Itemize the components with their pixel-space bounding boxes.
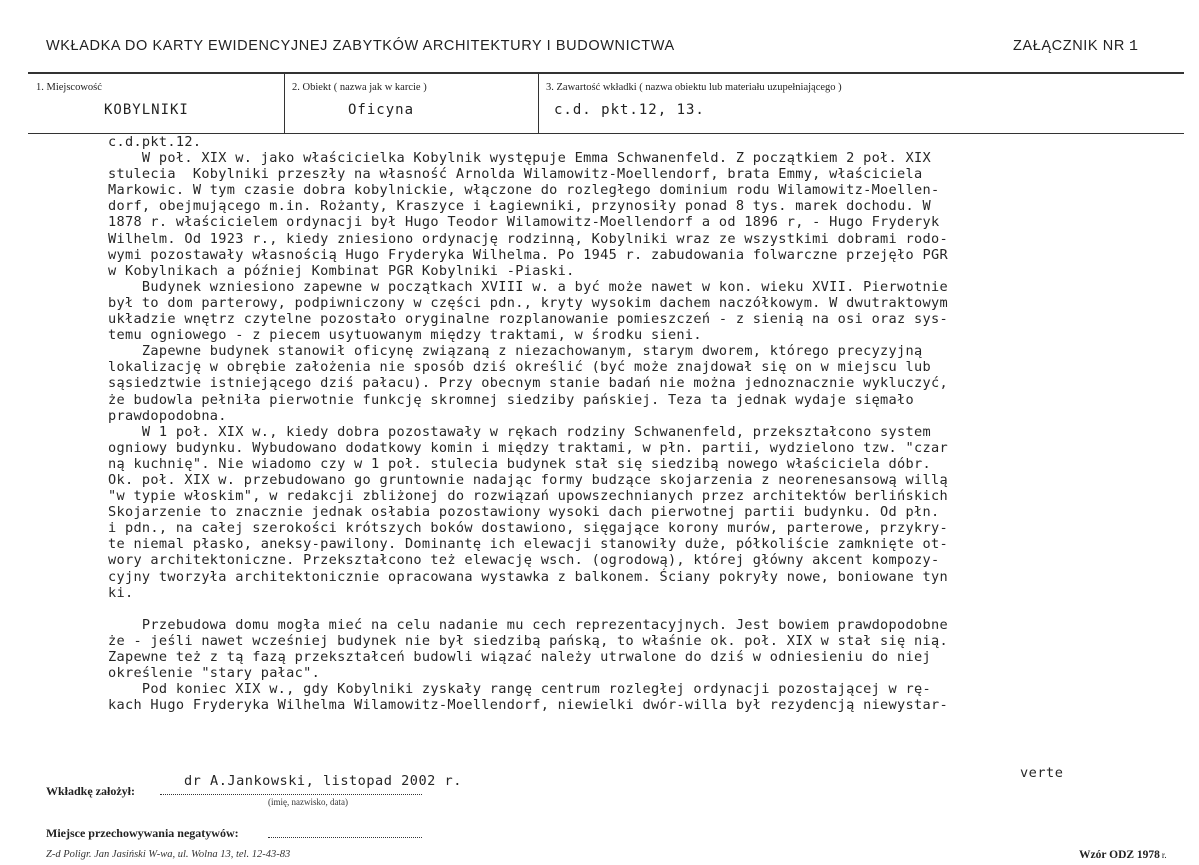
text-line: c.d.pkt.12. (108, 134, 202, 150)
attachment-number (1013, 38, 1139, 55)
negatives-label: Miejsce przechowywania negatywów: (46, 826, 239, 840)
field-locality (28, 72, 284, 134)
author-label: Wkładkę założył: (46, 784, 135, 798)
text-line: Zapewne budynek stanowił oficynę związaną z niezachowanym, starym dworem, którego precyzyjną (108, 343, 923, 360)
field-object-label: 2. Obiekt ( nazwa jak w karcie ) (292, 82, 427, 93)
text-line: że budowla pełniła pierwotnie funkcję skromnej siedziby pańskiej. Teza ta jednak wydaje sięmało (108, 391, 914, 408)
form-model-text: Wzór ODZ 1978 (1079, 849, 1160, 861)
verte-note: verte (1020, 765, 1064, 781)
text-line: lokalizację w obrębie założenia nie sposób dziś określić (być może znajdował się on w miejscu lub (108, 359, 931, 376)
field-locality-label: 1. Miejscowość (36, 82, 102, 93)
text-line: ną kuchnię". Nie wiadomo czy w 1 poł. stulecia budynek stał się siedzibą nowego właściciela dóbr. (108, 455, 931, 472)
text-line: Wilhelm. Od 1923 r., kiedy zniesiono ordynację rodzinną, Kobylniki wraz ze wszystkimi dobrami rodo- (108, 230, 948, 247)
text-line: określenie "stary pałac". (108, 665, 321, 682)
header-fields (28, 72, 1184, 134)
text-line: Markowic. W tym czasie dobra kobylnickie, włączone do rozległego dominium rodu Wilamowitz-Moellen- (108, 182, 940, 199)
text-line: Zapewne też z tą fazą przekształceń budowli wiązać należy utrwalone do dziś w odniesieniu do niej (108, 649, 931, 665)
field-content (538, 72, 1184, 134)
field-object (284, 72, 538, 134)
text-line: kach Hugo Fryderyka Wilhelma Wilamowitz-Moellendorf, niewielki dwór-willa był rezydencją niewystar- (108, 697, 948, 714)
attachment-number-value: 1 (1128, 38, 1139, 55)
field-content-label: 3. Zawartość wkładki ( nazwa obiektu lub materiału uzupełniającego ) (546, 82, 842, 93)
text-line: był to dom parterowy, podpiwniczony w części pdn., kryty wysokim dachem naczółkowym. W dwutraktowym (108, 294, 948, 311)
text-line: sąsiedztwie istniejącego dziś pałacu). Przy obecnym stanie badań nie można jednoznacznie wykluczyć, (108, 375, 948, 392)
typed-description (108, 134, 1168, 713)
author-dotted-line (160, 794, 422, 795)
text-line: te niemal płasko, aneksy-pawilony. Dominantę ich elewacji stanowiły duże, półkoliście zamknięte ot- (108, 536, 948, 553)
text-line: ogniowy budynku. Wybudowano dodatkowy komin i między traktami, w płn. partii, wydzielono tzw. "czar (108, 439, 948, 456)
text-line: 1878 r. właścicielem ordynacji był Hugo Teodor Wilamowitz-Moellendorf a od 1896 r, - Hugo Fryderyk (108, 214, 940, 231)
text-line: i pdn., na całej szerokości krótszych boków dostawiono, sięgające korony murów, parterowe, przykry- (108, 520, 948, 537)
form-title: WKŁADKA DO KARTY EWIDENCYJNEJ ZABYTKÓW ARCHITEKTURY I BUDOWNICTWA (46, 38, 675, 54)
field-object-value: Oficyna (348, 102, 415, 118)
form-model-suffix: r. (1161, 850, 1167, 860)
text-line: w Kobylnikach a później Kombinat PGR Kobylniki -Piaski. (108, 262, 575, 279)
text-line: dorf, obejmującego m.in. Rożanty, Kraszyce i Łagiewniki, przynosiły ponad 8 tys. marek dochodu. W (108, 198, 931, 215)
author-entry: dr A.Jankowski, listopad 2002 r. (184, 773, 462, 789)
field-content-value: c.d. pkt.12, 13. (554, 102, 705, 118)
text-line: cyjny tworzyła architektonicznie opracowana wystawka z balkonem. Ściany pokryły nowe, boniowane tyn (108, 568, 948, 585)
text-line: Budynek wzniesiono zapewne w początkach XVIII w. a być może nawet w kon. wieku XVII. Pierwotnie (108, 278, 948, 295)
text-line: wory architektoniczne. Przekształcono też elewację wsch. (ogrodową), której główny akcent kompozy- (108, 552, 940, 569)
text-line: Przebudowa domu mogła mieć na celu nadanie mu cech reprezentacyjnych. Jest bowiem prawdopodobne (108, 616, 948, 633)
text-line: Pod koniec XIX w., gdy Kobylniki zyskały rangę centrum rozległej ordynacji pozostającej w rę- (108, 681, 931, 698)
author-hint: (imię, nazwisko, data) (268, 797, 348, 807)
printer-imprint: Z-d Poligr. Jan Jasiński W-wa, ul. Wolna 13, tel. 12-43-83 (46, 849, 291, 860)
form-model (1079, 849, 1167, 861)
text-line: prawdopodobna. (108, 407, 227, 424)
text-line: Skojarzenie to znacznie jednak osłabia pozostawiony wysoki dach pierwotnej partii budynku. Od płn. (108, 504, 940, 521)
text-line: ki. (108, 584, 134, 601)
text-line: że - jeśli nawet wcześniej budynek nie był siedzibą pańską, to właśnie ok. poł. XIX w stał się nią. (108, 632, 948, 649)
text-line: wymi pozostawały własnością Hugo Fryderyka Wilhelma. Po 1945 r. zabudowania folwarczne przejęło PGR (108, 246, 948, 263)
text-line: temu ogniowego - z piecem usytuowanym między traktami, w środku sieni. (108, 327, 702, 344)
field-locality-value: KOBYLNIKI (104, 102, 189, 118)
negatives-dotted-line (268, 837, 422, 838)
text-line: "w typie włoskim", w redakcji zbliżonej do rozwiązań upowszechnianych przez architektów berlińskich (108, 488, 948, 505)
text-line: W 1 poł. XIX w., kiedy dobra pozostawały w rękach rodziny Schwanenfeld, przekształcono system (108, 423, 931, 440)
text-line: W poł. XIX w. jako właścicielka Kobylnik występuje Emma Schwanenfeld. Z początkiem 2 poł. XIX (108, 150, 931, 167)
text-line: stulecia Kobylniki przeszły na własność Arnolda Wilamowitz-Moellendorf, brata Emmy, właściciela (108, 166, 923, 183)
attachment-label: ZAŁĄCZNIK NR (1013, 38, 1125, 54)
text-line: układzie wnętrz czytelne pozostało oryginalne rozplanowanie pomieszczeń - z sienią na osi oraz sys- (108, 311, 948, 328)
text-line: Ok. poł. XIX w. przebudowano go gruntownie nadając formy budzące skojarzenia z neorenesansową willą (108, 471, 948, 488)
